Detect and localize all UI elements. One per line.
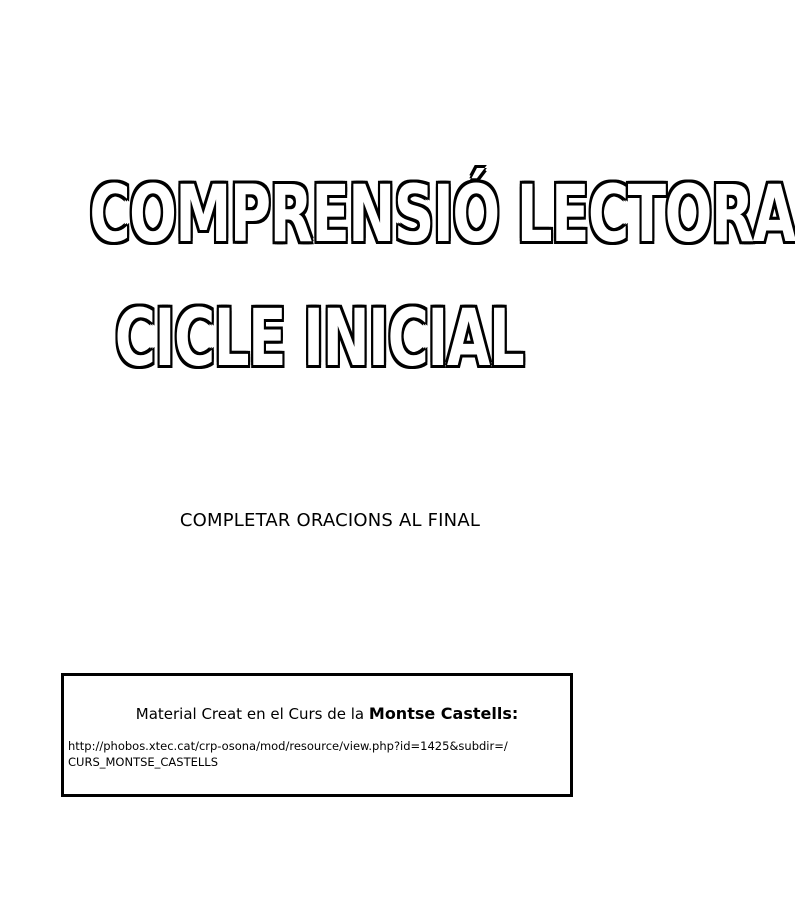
main-title-line-2: CICLE INICIAL (114, 294, 524, 384)
credit-url-line-1: http://phobos.xtec.cat/crp-osona/mod/resource/view.php?id=1425&subdir=/ (68, 739, 508, 753)
credit-author: Montse Castells: (368, 704, 519, 723)
credit-box (61, 673, 573, 797)
title-block (0, 170, 795, 384)
main-title-line-1: COMPRENSIÓ LECTORA (89, 170, 795, 260)
credit-line (64, 704, 570, 723)
credit-url-line-2: CURS_MONTSE_CASTELLS (68, 755, 219, 769)
subtitle: COMPLETAR ORACIONS AL FINAL (179, 510, 481, 531)
credit-url (68, 738, 568, 770)
credit-prefix: Material Creat en el Curs de la (135, 705, 369, 723)
